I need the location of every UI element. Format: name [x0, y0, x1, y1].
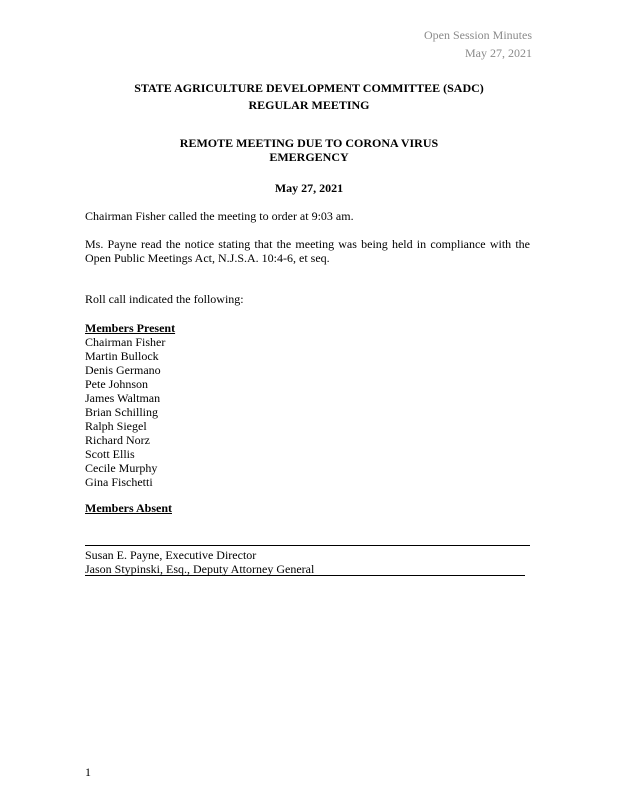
- staff-top-rule: [85, 545, 530, 546]
- staff-line-2: Jason Stypinski, Esq., Deputy Attorney General: [85, 562, 315, 576]
- remote-meeting-title-line-2: EMERGENCY: [269, 150, 349, 164]
- members-present-heading: Members Present: [85, 321, 176, 335]
- notice-text-line-1: Ms. Payne read the notice stating that the meeting was being held in compliance with the: [85, 237, 530, 251]
- committee-title: STATE AGRICULTURE DEVELOPMENT COMMITTEE (SADC): [134, 81, 484, 95]
- member-present-name: Pete Johnson: [85, 377, 148, 391]
- member-present-name: Richard Norz: [85, 433, 150, 447]
- member-present-name: Chairman Fisher: [85, 335, 166, 349]
- header-line-1: Open Session Minutes: [424, 28, 532, 42]
- staff-line-1: Susan E. Payne, Executive Director: [85, 548, 257, 562]
- member-present-name: Denis Germano: [85, 363, 161, 377]
- member-present-name: Scott Ellis: [85, 447, 135, 461]
- members-absent-heading: Members Absent: [85, 501, 172, 515]
- call-to-order-text: Chairman Fisher called the meeting to order at 9:03 am.: [85, 209, 354, 223]
- member-present-name: Martin Bullock: [85, 349, 159, 363]
- page-number: 1: [85, 765, 91, 779]
- header-line-2: May 27, 2021: [465, 46, 532, 60]
- member-present-name: Gina Fischetti: [85, 475, 153, 489]
- remote-meeting-title-line-1: REMOTE MEETING DUE TO CORONA VIRUS: [179, 136, 439, 150]
- staff-bottom-rule: [85, 575, 525, 576]
- member-present-name: Ralph Siegel: [85, 419, 147, 433]
- meeting-type-title: REGULAR MEETING: [248, 98, 370, 112]
- member-present-name: Cecile Murphy: [85, 461, 158, 475]
- member-present-name: Brian Schilling: [85, 405, 158, 419]
- meeting-date: May 27, 2021: [274, 181, 344, 195]
- member-present-name: James Waltman: [85, 391, 161, 405]
- roll-call-text: Roll call indicated the following:: [85, 292, 244, 306]
- notice-text-line-2: Open Public Meetings Act, N.J.S.A. 10:4-6, et seq.: [85, 251, 330, 265]
